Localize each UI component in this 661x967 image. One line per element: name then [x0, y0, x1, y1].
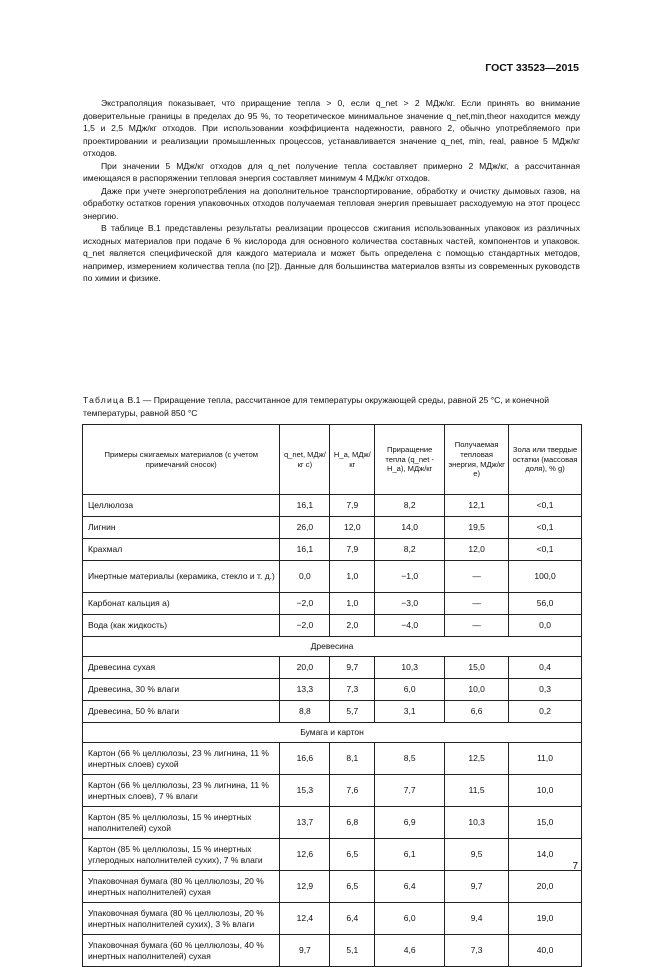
qnet-value: 16,1: [280, 495, 330, 517]
paragraph-3: Даже при учете энергопотребления на дополнительное транспортирование, обработку и очистку дымовых газов, на обработку остатков горения упаковочных отходов получаемая тепловая энергия превышает расходуемую на этот процесс энергию.: [83, 185, 580, 221]
table-row: [83, 775, 582, 807]
heat-gain-value: 4,6: [375, 935, 445, 967]
energy-value: 10,0: [445, 679, 509, 701]
qnet-value: 16,1: [280, 539, 330, 561]
heat-gain-value: −4,0: [375, 615, 445, 637]
energy-value: 19,5: [445, 517, 509, 539]
ash-value: <0,1: [509, 539, 582, 561]
heat-gain-value: 14,0: [375, 517, 445, 539]
ha-value: 5,7: [330, 701, 375, 723]
ha-value: 6,5: [330, 871, 375, 903]
material-name: Вода (как жидкость): [83, 615, 280, 637]
material-name: Инертные материалы (керамика, стекло и т. д.): [83, 561, 280, 593]
qnet-value: 12,9: [280, 871, 330, 903]
header-qnet: q_net, МДж/кг c): [280, 425, 330, 495]
material-name: Картон (85 % целлюлозы, 15 % инертных углеродных наполнителей сухих), 7 % влаги: [83, 839, 280, 871]
heat-gain-value: 7,7: [375, 775, 445, 807]
heat-gain-value: 3,1: [375, 701, 445, 723]
ash-value: 0,2: [509, 701, 582, 723]
energy-value: 15,0: [445, 657, 509, 679]
table-caption: [83, 394, 580, 419]
ash-value: 56,0: [509, 593, 582, 615]
header-energy: Получаемая тепловая энергия, МДж/кг e): [445, 425, 509, 495]
header-heat-gain: Приращение тепла (q_net - H_a), МДж/кг: [375, 425, 445, 495]
ha-value: 6,5: [330, 839, 375, 871]
energy-value: 7,3: [445, 935, 509, 967]
ash-value: 20,0: [509, 871, 582, 903]
material-name: Целлюлоза: [83, 495, 280, 517]
table-row: [83, 593, 582, 615]
table-section-row: [83, 723, 582, 743]
table-header-row: [83, 425, 582, 495]
qnet-value: 13,3: [280, 679, 330, 701]
heat-gain-value: 6,0: [375, 903, 445, 935]
table-row: [83, 871, 582, 903]
energy-value: 10,3: [445, 807, 509, 839]
document-header: ГОСТ 33523—2015: [485, 62, 579, 74]
ha-value: 9,7: [330, 657, 375, 679]
heat-gain-value: 8,5: [375, 743, 445, 775]
ha-value: 2,0: [330, 615, 375, 637]
table-row: [83, 743, 582, 775]
energy-value: 9,5: [445, 839, 509, 871]
ash-value: <0,1: [509, 517, 582, 539]
header-materials: Примеры сжигаемых материалов (с учетом примечаний сносок): [83, 425, 280, 495]
header-ha: H_a, МДж/кг: [330, 425, 375, 495]
material-name: Древесина, 30 % влаги: [83, 679, 280, 701]
qnet-value: −2,0: [280, 593, 330, 615]
table-row: [83, 517, 582, 539]
ash-value: 14,0: [509, 839, 582, 871]
table-row: [83, 539, 582, 561]
ash-value: 15,0: [509, 807, 582, 839]
ha-value: 7,6: [330, 775, 375, 807]
ha-value: 7,9: [330, 539, 375, 561]
material-name: Крахмал: [83, 539, 280, 561]
energy-value: —: [445, 593, 509, 615]
table-row: [83, 657, 582, 679]
qnet-value: 20,0: [280, 657, 330, 679]
ash-value: 40,0: [509, 935, 582, 967]
material-name: Древесина сухая: [83, 657, 280, 679]
table-row: [83, 679, 582, 701]
ash-value: 0,4: [509, 657, 582, 679]
material-name: Карбонат кальция а): [83, 593, 280, 615]
energy-value: 12,1: [445, 495, 509, 517]
ha-value: 5,1: [330, 935, 375, 967]
heat-gain-value: −1,0: [375, 561, 445, 593]
energy-value: 6,6: [445, 701, 509, 723]
energy-value: —: [445, 561, 509, 593]
table-caption-text: В.1 — Приращение тепла, рассчитанное для температуры окружающей среды, равной 25 °С, и конечной температуры, равной 850 °С: [83, 395, 549, 418]
ha-value: 12,0: [330, 517, 375, 539]
energy-value: 9,7: [445, 871, 509, 903]
qnet-value: 9,7: [280, 935, 330, 967]
heat-gain-value: 6,1: [375, 839, 445, 871]
ash-value: <0,1: [509, 495, 582, 517]
qnet-value: 8,8: [280, 701, 330, 723]
qnet-value: 13,7: [280, 807, 330, 839]
section-title: Древесина: [83, 637, 582, 657]
paragraph-4: В таблице В.1 представлены результаты реализации процессов сжигания использованных упаковок из различных исходных материалов при подаче 6 % кислорода для основного количества составных частей, компонентов и упаковок. q_net является специфической для каждого материала и может быть определена с помощью стандартных методов, например, измерением количества тепла (по [2]). Данные для большинства материалов взяты из современных руководств по химии и физике.: [83, 223, 580, 283]
table-row: [83, 807, 582, 839]
qnet-value: 12,6: [280, 839, 330, 871]
ha-value: 6,8: [330, 807, 375, 839]
ash-value: 0,3: [509, 679, 582, 701]
qnet-value: 12,4: [280, 903, 330, 935]
material-name: Упаковочная бумага (80 % целлюлозы, 20 % инертных наполнителей) сухая: [83, 871, 280, 903]
ha-value: 7,9: [330, 495, 375, 517]
ha-value: 1,0: [330, 561, 375, 593]
table-body: [83, 495, 582, 967]
table-caption-label: Таблица: [83, 395, 126, 405]
energy-value: —: [445, 615, 509, 637]
ash-value: 19,0: [509, 903, 582, 935]
page-number: 7: [572, 861, 578, 872]
qnet-value: 26,0: [280, 517, 330, 539]
ash-value: 0,0: [509, 615, 582, 637]
heat-gain-value: 10,3: [375, 657, 445, 679]
ha-value: 1,0: [330, 593, 375, 615]
table-row: [83, 903, 582, 935]
qnet-value: 15,3: [280, 775, 330, 807]
material-name: Упаковочная бумага (80 % целлюлозы, 20 % инертных наполнителей сухих), 3 % влаги: [83, 903, 280, 935]
qnet-value: 16,6: [280, 743, 330, 775]
ash-value: 100,0: [509, 561, 582, 593]
paragraph-1: Экстраполяция показывает, что приращение тепла > 0, если q_net > 2 МДж/кг. Если принять во внимание доверительные границы в пределах до 95 %, то теоретическое минимальное значение q_net,min,theor находится между 1,5 и 2,5 МДж/кг отходов. При использовании коэффициента надежности, равного 2, обычно употребляемого при проектировании и реализации промышленных процессов, устанавливается значение q_net, min, real, равное 5 МДж/кг отходов.: [83, 98, 580, 158]
section-title: Бумага и картон: [83, 723, 582, 743]
table-row: [83, 495, 582, 517]
material-name: Древесина, 50 % влаги: [83, 701, 280, 723]
material-name: Картон (85 % целлюлозы, 15 % инертных наполнителей) сухой: [83, 807, 280, 839]
heat-gain-value: 8,2: [375, 539, 445, 561]
table-row: [83, 701, 582, 723]
table-row: [83, 615, 582, 637]
table-row: [83, 839, 582, 871]
qnet-value: 0,0: [280, 561, 330, 593]
qnet-value: −2,0: [280, 615, 330, 637]
ha-value: 7,3: [330, 679, 375, 701]
material-name: Лигнин: [83, 517, 280, 539]
table-row: [83, 935, 582, 967]
header-ash: Зола или твердые остатки (массовая доля), % g): [509, 425, 582, 495]
table-section-row: [83, 637, 582, 657]
paragraph-2: При значении 5 МДж/кг отходов для q_net получение тепла составляет примерно 2 МДж/кг, а рассчитанная имеющаяся в распоряжении тепловая энергия составляет минимум 4 МДж/кг отходов.: [83, 160, 580, 183]
energy-value: 9,4: [445, 903, 509, 935]
ash-value: 11,0: [509, 743, 582, 775]
material-name: Картон (66 % целлюлозы, 23 % лигнина, 11 % инертных слоев) сухой: [83, 743, 280, 775]
ash-value: 10,0: [509, 775, 582, 807]
energy-value: 12,5: [445, 743, 509, 775]
heat-gain-value: −3,0: [375, 593, 445, 615]
table-row: [83, 561, 582, 593]
energy-value: 11,5: [445, 775, 509, 807]
material-name: Картон (66 % целлюлозы, 23 % лигнина, 11 % инертных слоев), 7 % влаги: [83, 775, 280, 807]
material-name: Упаковочная бумага (60 % целлюлозы, 40 % инертных наполнителей) сухая: [83, 935, 280, 967]
body-text: [83, 97, 580, 285]
ha-value: 8,1: [330, 743, 375, 775]
heat-gain-value: 8,2: [375, 495, 445, 517]
heat-gain-value: 6,4: [375, 871, 445, 903]
heat-gain-value: 6,0: [375, 679, 445, 701]
heat-gain-value: 6,9: [375, 807, 445, 839]
heat-gain-table: [82, 424, 582, 967]
energy-value: 12,0: [445, 539, 509, 561]
ha-value: 6,4: [330, 903, 375, 935]
